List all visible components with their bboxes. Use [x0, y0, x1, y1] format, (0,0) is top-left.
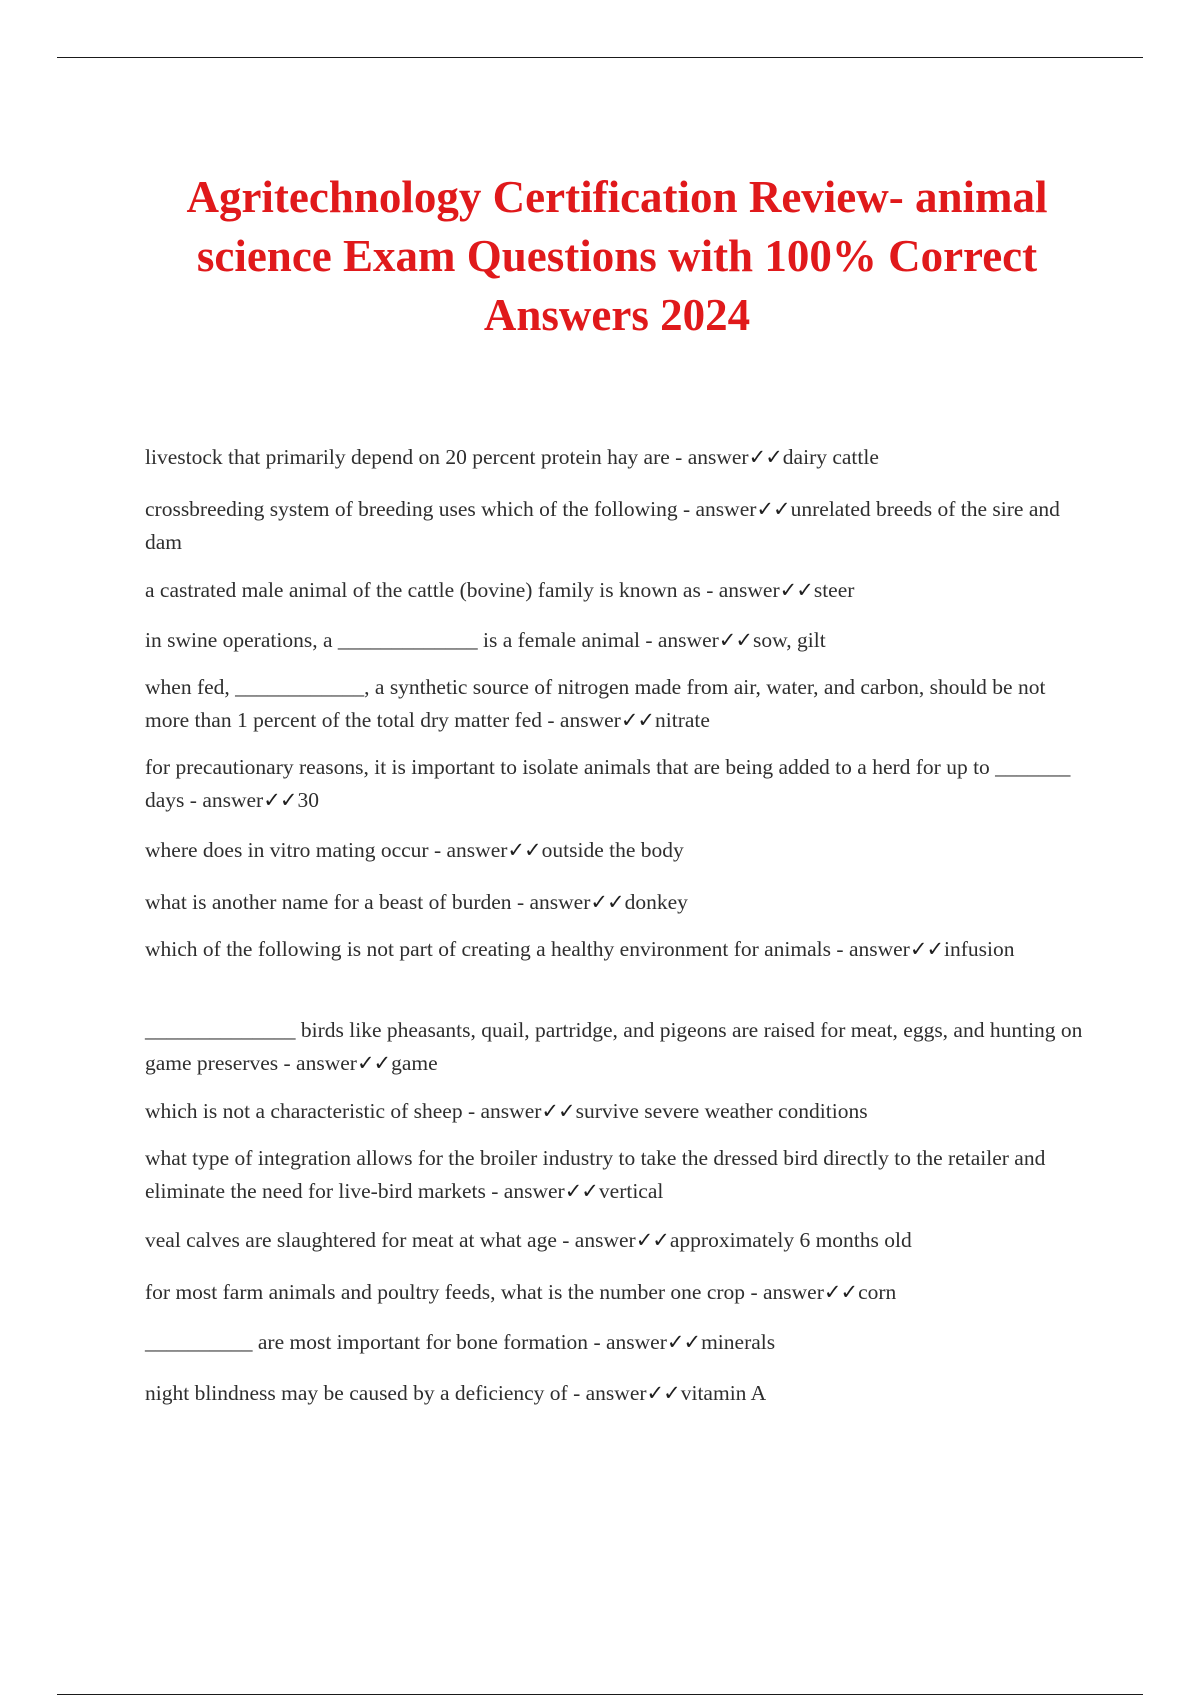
answer-separator: - answer — [462, 1099, 542, 1123]
question-text: night blindness may be caused by a deficiency of — [145, 1381, 568, 1405]
question-text: veal calves are slaughtered for meat at what age — [145, 1228, 557, 1252]
question-text: in swine operations, a _____________ is a female animal — [145, 628, 640, 652]
checkmark-icon: ✓✓ — [635, 1228, 669, 1252]
answer-text: sow, gilt — [753, 628, 826, 652]
answer-separator: - answer — [567, 1381, 647, 1405]
qa-item — [145, 1377, 1090, 1410]
qa-item — [145, 574, 1090, 607]
answer-separator: - answer — [184, 788, 264, 812]
answer-separator: - answer — [669, 445, 749, 469]
qa-item — [145, 1095, 1090, 1128]
question-text: for most farm animals and poultry feeds, what is the number one crop — [145, 1280, 746, 1304]
checkmark-icon: ✓✓ — [263, 788, 297, 812]
answer-text: infusion — [944, 937, 1015, 961]
qa-item — [145, 624, 1090, 657]
answer-separator: - answer — [639, 628, 719, 652]
question-text: for precautionary reasons, it is important to isolate animals that are being added to a herd for up to _______ days — [145, 755, 1071, 812]
question-text: when fed, ____________, a synthetic source of nitrogen made from air, water, and carbon, should be not more than 1 percent of the total dry matter fed — [145, 675, 1046, 732]
qa-item — [145, 493, 1090, 559]
answer-text: 30 — [297, 788, 319, 812]
checkmark-icon: ✓✓ — [756, 497, 790, 521]
answer-separator: - answer — [831, 937, 910, 961]
answer-text: outside the body — [541, 838, 684, 862]
qa-item — [145, 1142, 1090, 1208]
qa-item — [145, 441, 1090, 474]
checkmark-icon: ✓✓ — [541, 1099, 575, 1123]
qa-item — [145, 1224, 1090, 1257]
checkmark-icon: ✓✓ — [666, 1330, 701, 1354]
question-text: what is another name for a beast of burden — [145, 890, 512, 914]
answer-text: steer — [813, 578, 855, 602]
answer-separator: - answer — [677, 497, 757, 521]
qa-item — [145, 751, 1090, 817]
checkmark-icon: ✓✓ — [564, 1179, 598, 1203]
question-text: livestock that primarily depend on 20 percent protein hay are — [145, 445, 670, 469]
answer-text: game — [391, 1051, 438, 1075]
answer-separator: - answer — [542, 708, 621, 732]
question-text: which of the following is not part of creating a healthy environment for animals — [145, 937, 832, 961]
answer-text: dairy cattle — [782, 445, 879, 469]
question-text: which is not a characteristic of sheep — [145, 1099, 463, 1123]
question-text: crossbreeding system of breeding uses which of the following — [145, 497, 678, 521]
header-rule — [57, 57, 1143, 58]
answer-text: vitamin A — [680, 1381, 767, 1405]
checkmark-icon: ✓✓ — [823, 1280, 858, 1304]
answer-text: survive severe weather conditions — [575, 1099, 868, 1123]
answer-separator: - answer — [428, 838, 508, 862]
qa-item — [145, 1276, 1090, 1309]
answer-text: nitrate — [655, 708, 710, 732]
checkmark-icon: ✓✓ — [748, 445, 782, 469]
qa-item — [145, 886, 1090, 919]
answer-text: corn — [858, 1280, 897, 1304]
answer-text: approximately 6 months old — [669, 1228, 912, 1252]
checkmark-icon: ✓✓ — [718, 628, 752, 652]
qa-item — [145, 1326, 1090, 1359]
answer-separator: - answer — [588, 1330, 667, 1354]
qa-item — [145, 671, 1090, 737]
question-text: ______________ birds like pheasants, quail, partridge, and pigeons are raised for meat, eggs, and hunting on game preserves — [145, 1018, 1083, 1075]
answer-separator: - answer — [700, 578, 780, 602]
checkmark-icon: ✓✓ — [620, 708, 655, 732]
checkmark-icon: ✓✓ — [779, 578, 813, 602]
answer-separator: - answer — [485, 1179, 565, 1203]
answer-text: minerals — [701, 1330, 776, 1354]
checkmark-icon: ✓✓ — [356, 1051, 391, 1075]
qa-item — [145, 834, 1090, 867]
answer-separator: - answer — [511, 890, 591, 914]
checkmark-icon: ✓✓ — [909, 937, 944, 961]
answer-text: unrelated breeds of the sire and dam — [145, 497, 1060, 554]
answer-separator: - answer — [278, 1051, 357, 1075]
question-text: what type of integration allows for the broiler industry to take the dressed bird directly to the retailer and eliminate the need for live-bird markets — [145, 1146, 1046, 1203]
question-text: __________ are most important for bone formation — [145, 1330, 589, 1354]
document-title: Agritechnology Certification Review- animal science Exam Questions with 100% Correct Answers 2024 — [186, 172, 1048, 340]
qa-item — [145, 1014, 1090, 1080]
checkmark-icon: ✓✓ — [646, 1381, 680, 1405]
answer-separator: - answer — [745, 1280, 824, 1304]
question-text: where does in vitro mating occur — [145, 838, 429, 862]
answer-separator: - answer — [556, 1228, 636, 1252]
question-text: a castrated male animal of the cattle (bovine) family is known as — [145, 578, 701, 602]
checkmark-icon: ✓✓ — [590, 890, 624, 914]
qa-item — [145, 933, 1090, 966]
checkmark-icon: ✓✓ — [507, 838, 541, 862]
answer-text: donkey — [624, 890, 688, 914]
answer-text: vertical — [598, 1179, 664, 1203]
footer-rule — [57, 1694, 1143, 1695]
